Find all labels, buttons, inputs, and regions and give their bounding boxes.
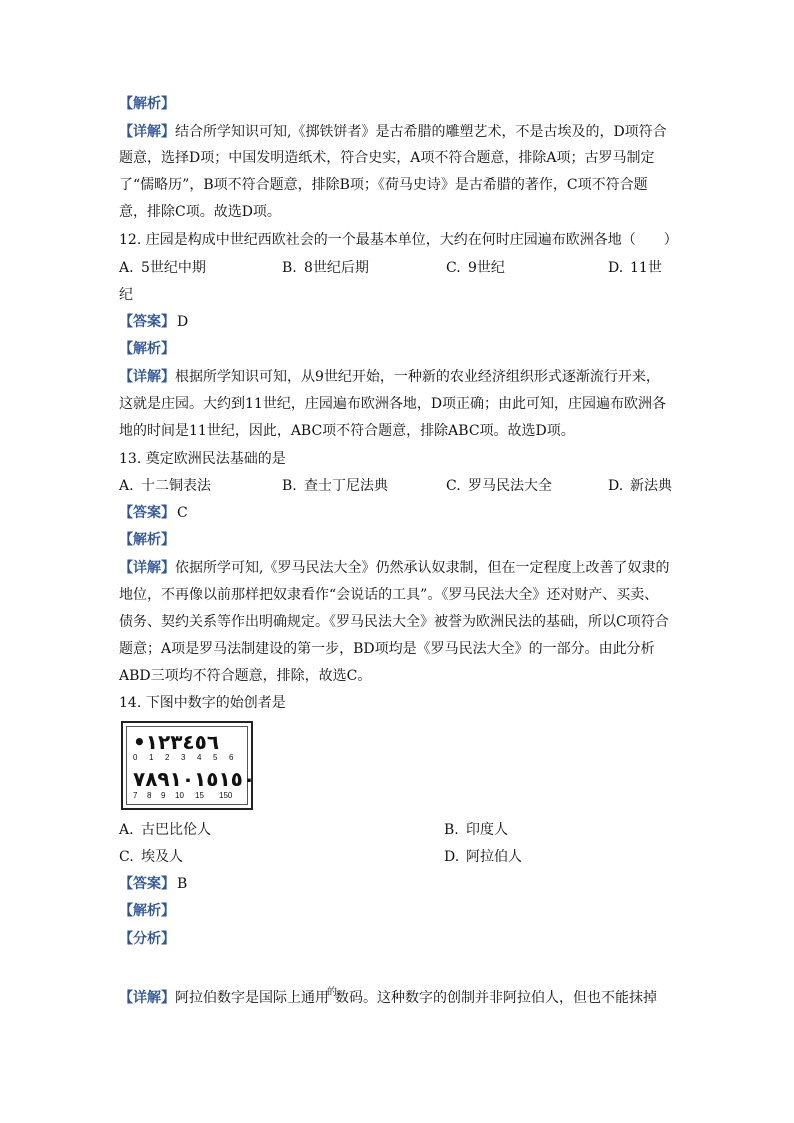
q12-option-a: A. 5世纪中期 — [119, 260, 206, 276]
q11-detail-line-1: 【详解】结合所学知识可知,《掷铁饼者》是古希腊的雕塑艺术，不是古埃及的，D项符合 — [119, 124, 667, 140]
numeral-glyphs-bottom: ٧٨٩١٠١٥١٥٠ — [133, 767, 256, 791]
analysis-tag: 【解析】 — [119, 341, 175, 357]
q11-detail-line-3: 了“儒略历”，B项不符合题意，排除B项；《荷马史诗》是古希腊的著作，C项不符合题 — [119, 177, 648, 193]
q12-option-c: C. 9世纪 — [446, 260, 505, 276]
q12-option-d: D. 11世 — [608, 260, 662, 276]
q14-option-a: A. 古巴比伦人 — [119, 822, 211, 838]
q13-detail-line-3: 债务、契约关系等作出明确规定。《罗马民法大全》被誉为欧洲民法的基础，所以C项符合 — [119, 614, 669, 630]
q11-detail-line-4: 意，排除C项。故选D项。 — [119, 204, 281, 220]
q13-stem: 13. 奠定欧洲民法基础的是 — [119, 451, 286, 467]
q13-detail-line-1: 【详解】依据所学可知,《罗马民法大全》仍然承认奴隶制，但在一定程度上改善了奴隶的 — [119, 560, 670, 576]
detail-tag: 【详解】 — [119, 124, 175, 140]
numerals-figure — [121, 721, 256, 810]
detail-tag: 【详解】 — [119, 990, 175, 1006]
q12-answer: 【答案】 D — [119, 314, 189, 330]
detail-tag: 【详解】 — [119, 560, 175, 576]
q13-option-b: B. 查士丁尼法典 — [282, 478, 388, 494]
q13-answer: 【答案】 C — [119, 505, 188, 521]
analysis-note-tag: 【分析】 — [119, 931, 175, 947]
q14-option-d: D. 阿拉伯人 — [444, 849, 522, 865]
detail-tag: 【详解】 — [119, 369, 175, 385]
q12-detail-line-1: 【详解】根据所学知识可知，从9世纪开始，一种新的农业经济组织形式逐渐流行开来， — [119, 369, 660, 385]
q12-option-b: B. 8世纪后期 — [282, 260, 369, 276]
q14-option-c: C. 埃及人 — [119, 849, 183, 865]
q14-option-b: B. 印度人 — [444, 822, 508, 838]
q12-stem: 12. 庄园是构成中世纪西欧社会的一个最基本单位，大约在何时庄园遍布欧洲各地（ ） — [119, 232, 678, 248]
numeral-labels-bottom: 7 8 9 10 15 150 — [133, 791, 233, 800]
q11-detail-line-2: 题意，选择D项；中国发明造纸术，符合史实，A项不符合题意，排除A项；古罗马制定 — [119, 150, 655, 166]
numeral-labels-top: 0 1 2 3 4 5 6 — [133, 753, 234, 762]
q14-stem: 14. 下图中数字的始创者是 — [119, 695, 286, 711]
analysis-tag: 【解析】 — [119, 96, 175, 112]
q13-option-c: C. 罗马民法大全 — [446, 478, 552, 494]
q14-answer: 【答案】 B — [119, 876, 188, 892]
numeral-glyphs-top: •١٢٣٤٥٦ — [133, 730, 220, 754]
q12-option-d-wrap: 纪 — [119, 287, 133, 303]
q12-detail-line-2: 这就是庄园。大约到11世纪，庄园遍布欧洲各地，D项正确；由此可知，庄园遍布欧洲各 — [119, 396, 667, 412]
q13-detail-line-5: ABD三项均不符合题意，排除，故选C。 — [119, 668, 372, 684]
q14-detail-line-1: 【详解】阿拉伯数字是国际上通用$^的$数码。这种数字的创制并非阿拉伯人，但也不能抹掉 — [119, 987, 657, 1006]
q13-detail-line-2: 地位，不再像以前那样把奴隶看作“会说话的工具”。《罗马民法大全》还对财产、买卖、 — [119, 587, 659, 603]
q13-detail-line-4: 题意；A项是罗马法制建设的第一步，BD项均是《罗马民法大全》的一部分。由此分析 — [119, 641, 655, 657]
q12-detail-line-3: 地的时间是11世纪，因此，ABC项不符合题意，排除ABC项。故选D项。 — [119, 423, 575, 439]
analysis-tag: 【解析】 — [119, 903, 175, 919]
analysis-tag: 【解析】 — [119, 532, 175, 548]
q13-option-a: A. 十二铜表法 — [119, 478, 211, 494]
q13-option-d: D. 新法典 — [608, 478, 672, 494]
